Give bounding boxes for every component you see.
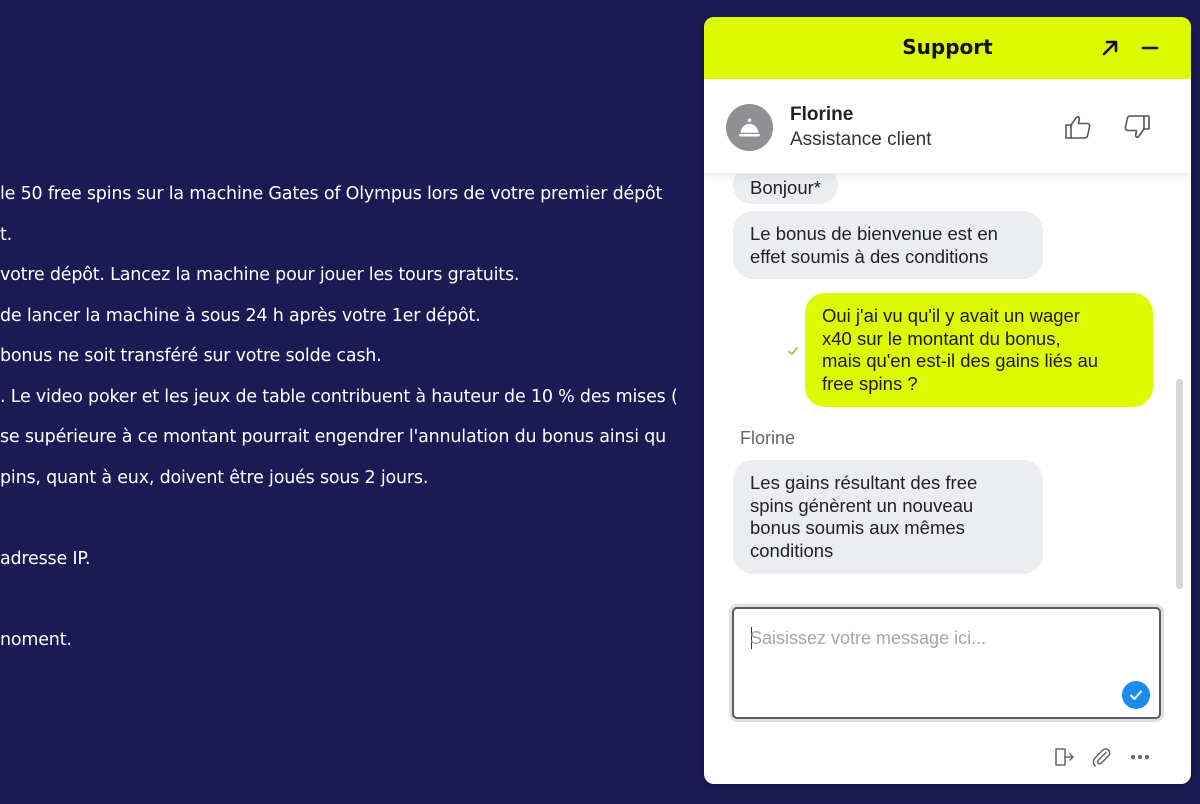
messages-scrollbar[interactable] [1176,379,1183,589]
thumbs-down-icon [1122,112,1152,142]
agent-message [733,174,838,204]
article-line: . Le video poker et les jeux de table contribuent à hauteur de 10 % des mises ( [0,387,678,407]
more-dots-icon [1128,745,1152,769]
thumbs-down-button[interactable] [1122,112,1152,142]
article-line: se supérieure à ce montant pourrait engendrer l'annulation du bonus ainsi qu [0,427,667,447]
message-line: mais qu'en est-il des gains liés au [822,350,1099,371]
user-message [805,293,1153,407]
message-text: Bonjour* [750,177,821,198]
message-line: conditions [750,539,834,561]
thumbs-up-button[interactable] [1063,112,1093,142]
arrow-up-right-icon [1098,36,1122,60]
chat-title: Support [902,35,993,59]
article-line: bonus ne soit transféré sur votre solde cash. [0,346,382,366]
support-chat-widget [704,17,1191,784]
agent-role: Assistance client [790,129,932,150]
message-line: effet soumis à des conditions [750,245,989,267]
message-line: free spins ? [822,372,918,394]
agent-message [733,211,1043,279]
chat-header [704,17,1191,79]
message-line: bonus soumis aux mêmes [750,517,965,538]
article-line: noment. [0,630,72,650]
message-list[interactable] [704,174,1191,602]
thumbs-up-icon [1063,112,1093,142]
agent-info-bar [704,79,1191,174]
send-button[interactable] [1122,681,1150,709]
more-options-button[interactable] [1128,745,1152,769]
delivered-check-icon [786,344,800,358]
article-line: adresse IP. [0,549,91,569]
article-line: de lancer la machine à sous 24 h après votre 1er dépôt. [0,306,481,326]
service-bell-icon [737,115,762,140]
article-line: votre dépôt. Lancez la machine pour jouer les tours gratuits. [0,265,520,285]
end-chat-button[interactable] [1052,745,1076,769]
message-line: x40 sur le montant du bonus, [822,327,1061,349]
minimize-button[interactable] [1138,36,1162,60]
attach-button[interactable] [1089,745,1113,769]
message-composer [732,607,1161,719]
message-line: Le bonus de bienvenue est en [750,223,998,244]
message-input[interactable] [750,623,1120,653]
article-line: le 50 free spins sur la machine Gates of Olympus lors de votre premier dépôt [0,184,663,204]
message-sender-label: Florine [740,428,796,448]
exit-door-icon [1052,745,1076,769]
article-line: pins, quant à eux, doivent être joués sous 2 jours. [0,468,429,488]
article-line: t. [0,225,13,245]
agent-message [733,460,1043,574]
check-icon [1128,687,1144,703]
avatar [726,104,773,151]
paperclip-icon [1089,745,1113,769]
message-line: Oui j'ai vu qu'il y avait un wager [822,305,1080,326]
message-line: Les gains résultant des free [750,472,978,493]
message-line: spins génèrent un nouveau [750,494,974,516]
expand-button[interactable] [1098,36,1122,60]
agent-name: Florine [790,104,854,125]
minimize-icon [1138,36,1162,60]
